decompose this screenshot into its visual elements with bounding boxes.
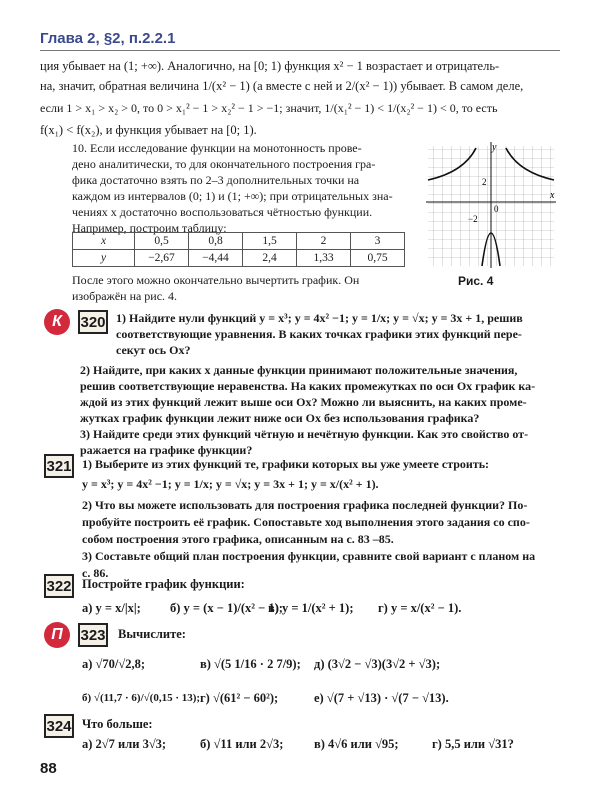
task-line: секут ось Ox? [116, 343, 191, 357]
task-323-number: 323 [78, 623, 108, 647]
task-321-text [82, 456, 567, 582]
figure-caption: Рис. 4 [458, 274, 494, 288]
point10-line: фика достаточно взять по 2–3 дополнительных точки на [72, 173, 360, 187]
intro-line-3: если 1 > x₁ > x₂ > 0, то 0 > x₁² − 1 > x₂² − 1 > −1; значит, 1/(x₁² − 1) < 1/(x₂² − 1) < 0, то есть [40, 101, 498, 115]
table-cell: 1,33 [297, 250, 351, 267]
table-cell: 0,75 [351, 250, 405, 267]
point10-after-line: После этого можно окончательно вычертить график. Он [72, 273, 360, 287]
label-zero: 0 [494, 204, 499, 214]
table-cell: 2 [297, 233, 351, 250]
task-line: 2) Найдите, при каких x данные функции принимают положительные значения, [80, 363, 518, 377]
task-line: y = x³; y = 4x² −1; y = 1/x; y = √x; y = 3x + 1; y = x/(x² + 1). [82, 477, 379, 491]
task-324-item: г) 5,5 или √31? [432, 737, 514, 751]
point10-line: Например, построим таблицу: [72, 221, 227, 235]
task-line: 2) Что вы можете использовать для построения графика последней функции? По- [82, 498, 528, 512]
task-line: 3) Составьте общий план построения функции, сравните свой вариант с планом на [82, 549, 536, 563]
task-322-item: а) y = x/|x|; [82, 601, 141, 615]
point10-after-line: изображён на рис. 4. [72, 289, 178, 303]
values-table [72, 232, 405, 267]
task-line: ражается на графике функции? [80, 443, 253, 457]
table-cell: −4,44 [189, 250, 243, 267]
point10-line: каждом из интервалов (0; 1) и (1; +∞); при отрицательных зна- [72, 189, 393, 203]
task-line: 1) Найдите нули функций y = x³; y = 4x² −1; y = 1/x; y = √x; y = 3x + 1, решив [116, 311, 523, 325]
table-cell: −2,67 [135, 250, 189, 267]
task-322-title: Постройте график функции: [82, 577, 245, 591]
table-cell: 3 [351, 233, 405, 250]
table-cell: 1,5 [243, 233, 297, 250]
header-divider [40, 50, 560, 51]
task-line: собом построения этого графика, описанным на с. 83 –85. [82, 532, 394, 546]
task-line: жутках график функции лежит ниже оси Ox без использования графика? [80, 411, 480, 425]
intro-line-2: на, значит, обратная величина 1/(x² − 1) (а вместе с ней и 2/(x² − 1)) убывает. В самом деле, [40, 79, 524, 93]
table-cell: 2,4 [243, 250, 297, 267]
label-minus-two: −2 [468, 214, 478, 224]
figure-4-graph [424, 140, 560, 270]
intro-line-4: f(x₁) < f(x₂), и функция убывает на [0; 1). [40, 123, 257, 137]
task-324-title: Что больше: [82, 717, 153, 731]
task-320-part1 [116, 310, 566, 358]
task-323-item: д) (3√2 − √3)(3√2 + √3); [314, 657, 441, 671]
task-line: ждой из этих функций лежит выше оси Ox? Можно ли выяснить, на каких проме- [80, 395, 527, 409]
table-cell: x [73, 233, 135, 250]
point10-after [72, 272, 422, 304]
task-line: 3) Найдите среди этих функций чётную и нечётную функции. Как это свойство от- [80, 427, 529, 441]
task-323-title: Вычислите: [118, 627, 186, 641]
task-321-number: 321 [44, 454, 74, 478]
table-cell: y [73, 250, 135, 267]
task-line: решив соответствующие неравенства. На каких промежутках по оси Ox график ка- [80, 379, 536, 393]
intro-line-1: ция убывает на (1; +∞). Аналогично, на [0; 1) функция x² − 1 возрастает и отрицатель- [40, 59, 500, 73]
task-line: с. 86. [82, 566, 109, 580]
point10-text [72, 140, 412, 236]
task-324-item: б) √11 или 2√3; [200, 737, 284, 751]
k-badge-icon: К [44, 309, 70, 335]
task-322-number: 322 [44, 574, 74, 598]
table-cell: 0,8 [189, 233, 243, 250]
point10-line: чениях x достаточно воспользоваться чётностью функции. [72, 205, 373, 219]
task-323-item: в) √(5 1/16 · 2 7/9); [200, 657, 301, 671]
page-number: 88 [40, 760, 57, 777]
task-line: соответствующие уравнения. В каких точках графики этих функций пере- [116, 327, 522, 341]
task-line: 1) Выберите из этих функций те, графики которых вы уже умеете строить: [82, 457, 490, 471]
task-323-item: г) √(61² − 60²); [200, 691, 279, 705]
task-322-item: б) y = (x − 1)/(x² − 1); [170, 601, 283, 615]
task-322-item: в) y = 1/(x² + 1); [268, 601, 354, 615]
task-324-number: 324 [44, 714, 74, 738]
label-x: x [550, 190, 555, 201]
label-two: 2 [482, 177, 487, 187]
table-row [73, 250, 405, 267]
p-badge-icon: П [44, 622, 70, 648]
task-324-item: в) 4√6 или √95; [314, 737, 399, 751]
label-y: y [492, 142, 497, 153]
task-320-part2 [80, 362, 565, 458]
task-322-item: г) y = x/(x² − 1). [378, 601, 462, 615]
task-320-number: 320 [78, 310, 108, 334]
point10-line: 10. Если исследование функции на монотонность прове- [72, 141, 362, 155]
table-row [73, 233, 405, 250]
task-line: пробуйте построить её график. Сопоставьте ход выполнения этого задания со спо- [82, 515, 530, 529]
point10-line: дено аналитически, то для окончательного построения гра- [72, 157, 376, 171]
task-323-item: а) √70/√2,8; [82, 657, 146, 671]
task-323-item: б) √(11,7 · 6)/√(0,15 · 13); [82, 692, 201, 704]
chapter-header: Глава 2, §2, п.2.2.1 [40, 30, 176, 47]
task-324-item: а) 2√7 или 3√3; [82, 737, 167, 751]
task-323-item: е) √(7 + √13) · √(7 − √13). [314, 691, 449, 705]
table-cell: 0,5 [135, 233, 189, 250]
